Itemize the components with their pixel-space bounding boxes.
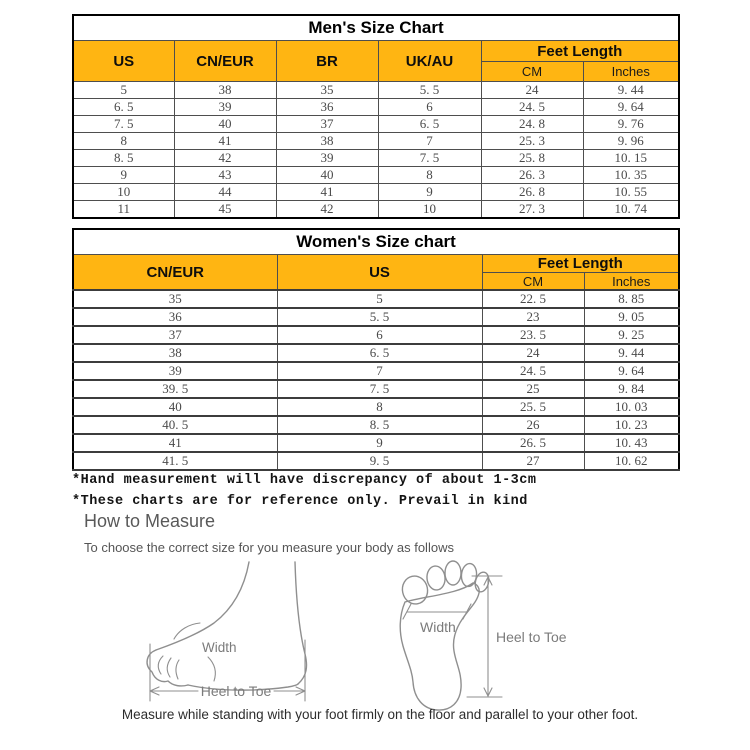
table-row xyxy=(73,452,679,470)
size-cell: 36 xyxy=(276,99,378,116)
size-cell: 38 xyxy=(174,82,276,99)
side-foot-diagram xyxy=(145,560,380,708)
size-cell: 9. 64 xyxy=(583,99,679,116)
size-cell: 39 xyxy=(276,150,378,167)
table-title: Men's Size Chart xyxy=(73,15,679,41)
size-cell: 10. 35 xyxy=(583,167,679,184)
size-cell: 23. 5 xyxy=(482,326,584,344)
note-discrepancy: *Hand measurement will have discrepancy of about 1-3cm xyxy=(72,473,537,488)
size-cell: 25. 8 xyxy=(481,150,583,167)
size-cell: 10 xyxy=(73,184,174,201)
how-to-measure-subheading: To choose the correct size for you measure your body as follows xyxy=(84,540,454,555)
size-cell: 24. 5 xyxy=(482,362,584,380)
size-cell: 26. 5 xyxy=(482,434,584,452)
size-cell: 9 xyxy=(73,167,174,184)
table-row xyxy=(73,82,679,99)
size-cell: 42 xyxy=(174,150,276,167)
size-cell: 10. 74 xyxy=(583,201,679,219)
toe-line xyxy=(176,660,179,679)
size-cell: 9. 44 xyxy=(583,82,679,99)
sole-outline xyxy=(400,583,479,710)
size-cell: 10. 03 xyxy=(584,398,679,416)
size-cell: 5 xyxy=(277,290,482,308)
size-cell: 10. 15 xyxy=(583,150,679,167)
size-cell: 35 xyxy=(73,290,277,308)
column-subheader-cm: CM xyxy=(481,62,583,82)
size-cell: 24 xyxy=(482,344,584,362)
size-cell: 9. 25 xyxy=(584,326,679,344)
column-header-uk-au: UK/AU xyxy=(378,41,481,82)
heel-to-toe-label: Heel to Toe xyxy=(200,683,272,699)
size-cell: 22. 5 xyxy=(482,290,584,308)
table-row xyxy=(73,184,679,201)
column-subheader-inches: Inches xyxy=(583,62,679,82)
table-row xyxy=(73,201,679,219)
size-cell: 38 xyxy=(73,344,277,362)
column-header-br: BR xyxy=(276,41,378,82)
size-cell: 41 xyxy=(174,133,276,150)
size-cell: 5. 5 xyxy=(378,82,481,99)
size-cell: 9 xyxy=(277,434,482,452)
column-header-feet-length: Feet Length xyxy=(482,255,679,273)
size-cell: 9. 84 xyxy=(584,380,679,398)
table-row xyxy=(73,380,679,398)
table-row xyxy=(73,308,679,326)
size-cell: 9. 76 xyxy=(583,116,679,133)
size-cell: 8. 5 xyxy=(277,416,482,434)
size-cell: 45 xyxy=(174,201,276,219)
size-cell: 9 xyxy=(378,184,481,201)
width-label: Width xyxy=(202,640,237,655)
table-title: Women's Size chart xyxy=(73,229,679,255)
size-cell: 9. 5 xyxy=(277,452,482,470)
size-cell: 39. 5 xyxy=(73,380,277,398)
size-cell: 5. 5 xyxy=(277,308,482,326)
width-mark xyxy=(174,623,200,639)
size-cell: 39 xyxy=(73,362,277,380)
how-to-measure-heading: How to Measure xyxy=(84,511,216,531)
size-cell: 10. 23 xyxy=(584,416,679,434)
size-cell: 23 xyxy=(482,308,584,326)
size-cell: 9. 05 xyxy=(584,308,679,326)
measurement-notes xyxy=(72,470,536,512)
size-cell: 41. 5 xyxy=(73,452,277,470)
width-mark xyxy=(208,657,215,681)
column-header-feet-length: Feet Length xyxy=(481,41,679,62)
table-row xyxy=(73,133,679,150)
size-cell: 26. 8 xyxy=(481,184,583,201)
size-cell: 24 xyxy=(481,82,583,99)
size-cell: 11 xyxy=(73,201,174,219)
size-cell: 8 xyxy=(73,133,174,150)
mens-size-table xyxy=(72,14,680,219)
column-subheader-inches: Inches xyxy=(584,273,679,291)
size-cell: 10. 43 xyxy=(584,434,679,452)
size-cell: 40. 5 xyxy=(73,416,277,434)
size-cell: 40 xyxy=(174,116,276,133)
toe xyxy=(426,565,446,591)
size-cell: 37 xyxy=(73,326,277,344)
toe xyxy=(445,561,461,585)
table-row xyxy=(73,116,679,133)
table-row xyxy=(73,362,679,380)
size-cell: 35 xyxy=(276,82,378,99)
size-cell: 25. 3 xyxy=(481,133,583,150)
size-cell: 41 xyxy=(73,434,277,452)
column-header-us: US xyxy=(277,255,482,291)
table-row xyxy=(73,290,679,308)
size-cell: 40 xyxy=(276,167,378,184)
size-cell: 9. 64 xyxy=(584,362,679,380)
table-row xyxy=(73,416,679,434)
size-cell: 10. 55 xyxy=(583,184,679,201)
size-cell: 39 xyxy=(174,99,276,116)
size-cell: 27 xyxy=(482,452,584,470)
size-cell: 9. 96 xyxy=(583,133,679,150)
table-row xyxy=(73,99,679,116)
size-cell: 24. 8 xyxy=(481,116,583,133)
size-cell: 25. 5 xyxy=(482,398,584,416)
size-cell: 6. 5 xyxy=(378,116,481,133)
size-cell: 42 xyxy=(276,201,378,219)
note-reference: *These charts are for reference only. Prevail in kind xyxy=(72,494,528,509)
size-cell: 38 xyxy=(276,133,378,150)
size-cell: 40 xyxy=(73,398,277,416)
size-cell: 6. 5 xyxy=(277,344,482,362)
size-cell: 43 xyxy=(174,167,276,184)
table-row xyxy=(73,344,679,362)
size-cell: 8. 5 xyxy=(73,150,174,167)
size-cell: 6 xyxy=(277,326,482,344)
size-cell: 10 xyxy=(378,201,481,219)
size-cell: 6. 5 xyxy=(73,99,174,116)
size-cell: 7. 5 xyxy=(277,380,482,398)
size-cell: 27. 3 xyxy=(481,201,583,219)
size-cell: 26. 3 xyxy=(481,167,583,184)
size-cell: 26 xyxy=(482,416,584,434)
size-cell: 8 xyxy=(277,398,482,416)
column-header-cn-eur: CN/EUR xyxy=(174,41,276,82)
size-cell: 41 xyxy=(276,184,378,201)
size-cell: 7. 5 xyxy=(73,116,174,133)
toe-line xyxy=(158,656,163,674)
womens-size-table xyxy=(72,228,680,471)
foot-outline xyxy=(156,562,249,650)
table-row xyxy=(73,398,679,416)
column-subheader-cm: CM xyxy=(482,273,584,291)
size-cell: 36 xyxy=(73,308,277,326)
toe-line xyxy=(167,658,171,677)
size-cell: 8 xyxy=(378,167,481,184)
big-toe xyxy=(400,574,430,607)
size-cell: 37 xyxy=(276,116,378,133)
heel-to-toe-label: Heel to Toe xyxy=(496,629,567,645)
size-cell: 24. 5 xyxy=(481,99,583,116)
size-cell: 5 xyxy=(73,82,174,99)
size-cell: 9. 44 xyxy=(584,344,679,362)
size-cell: 8. 85 xyxy=(584,290,679,308)
width-label: Width xyxy=(420,619,456,635)
size-cell: 7 xyxy=(277,362,482,380)
size-cell: 7. 5 xyxy=(378,150,481,167)
size-cell: 25 xyxy=(482,380,584,398)
measure-instruction-caption: Measure while standing with your foot firmly on the floor and parallel to your other foot. xyxy=(121,707,639,722)
column-header-us: US xyxy=(73,41,174,82)
size-cell: 6 xyxy=(378,99,481,116)
size-cell: 7 xyxy=(378,133,481,150)
top-foot-diagram xyxy=(398,555,613,717)
table-row xyxy=(73,150,679,167)
column-header-cn-eur: CN/EUR xyxy=(73,255,277,291)
table-row xyxy=(73,167,679,184)
table-row xyxy=(73,326,679,344)
table-row xyxy=(73,434,679,452)
size-cell: 44 xyxy=(174,184,276,201)
size-cell: 10. 62 xyxy=(584,452,679,470)
